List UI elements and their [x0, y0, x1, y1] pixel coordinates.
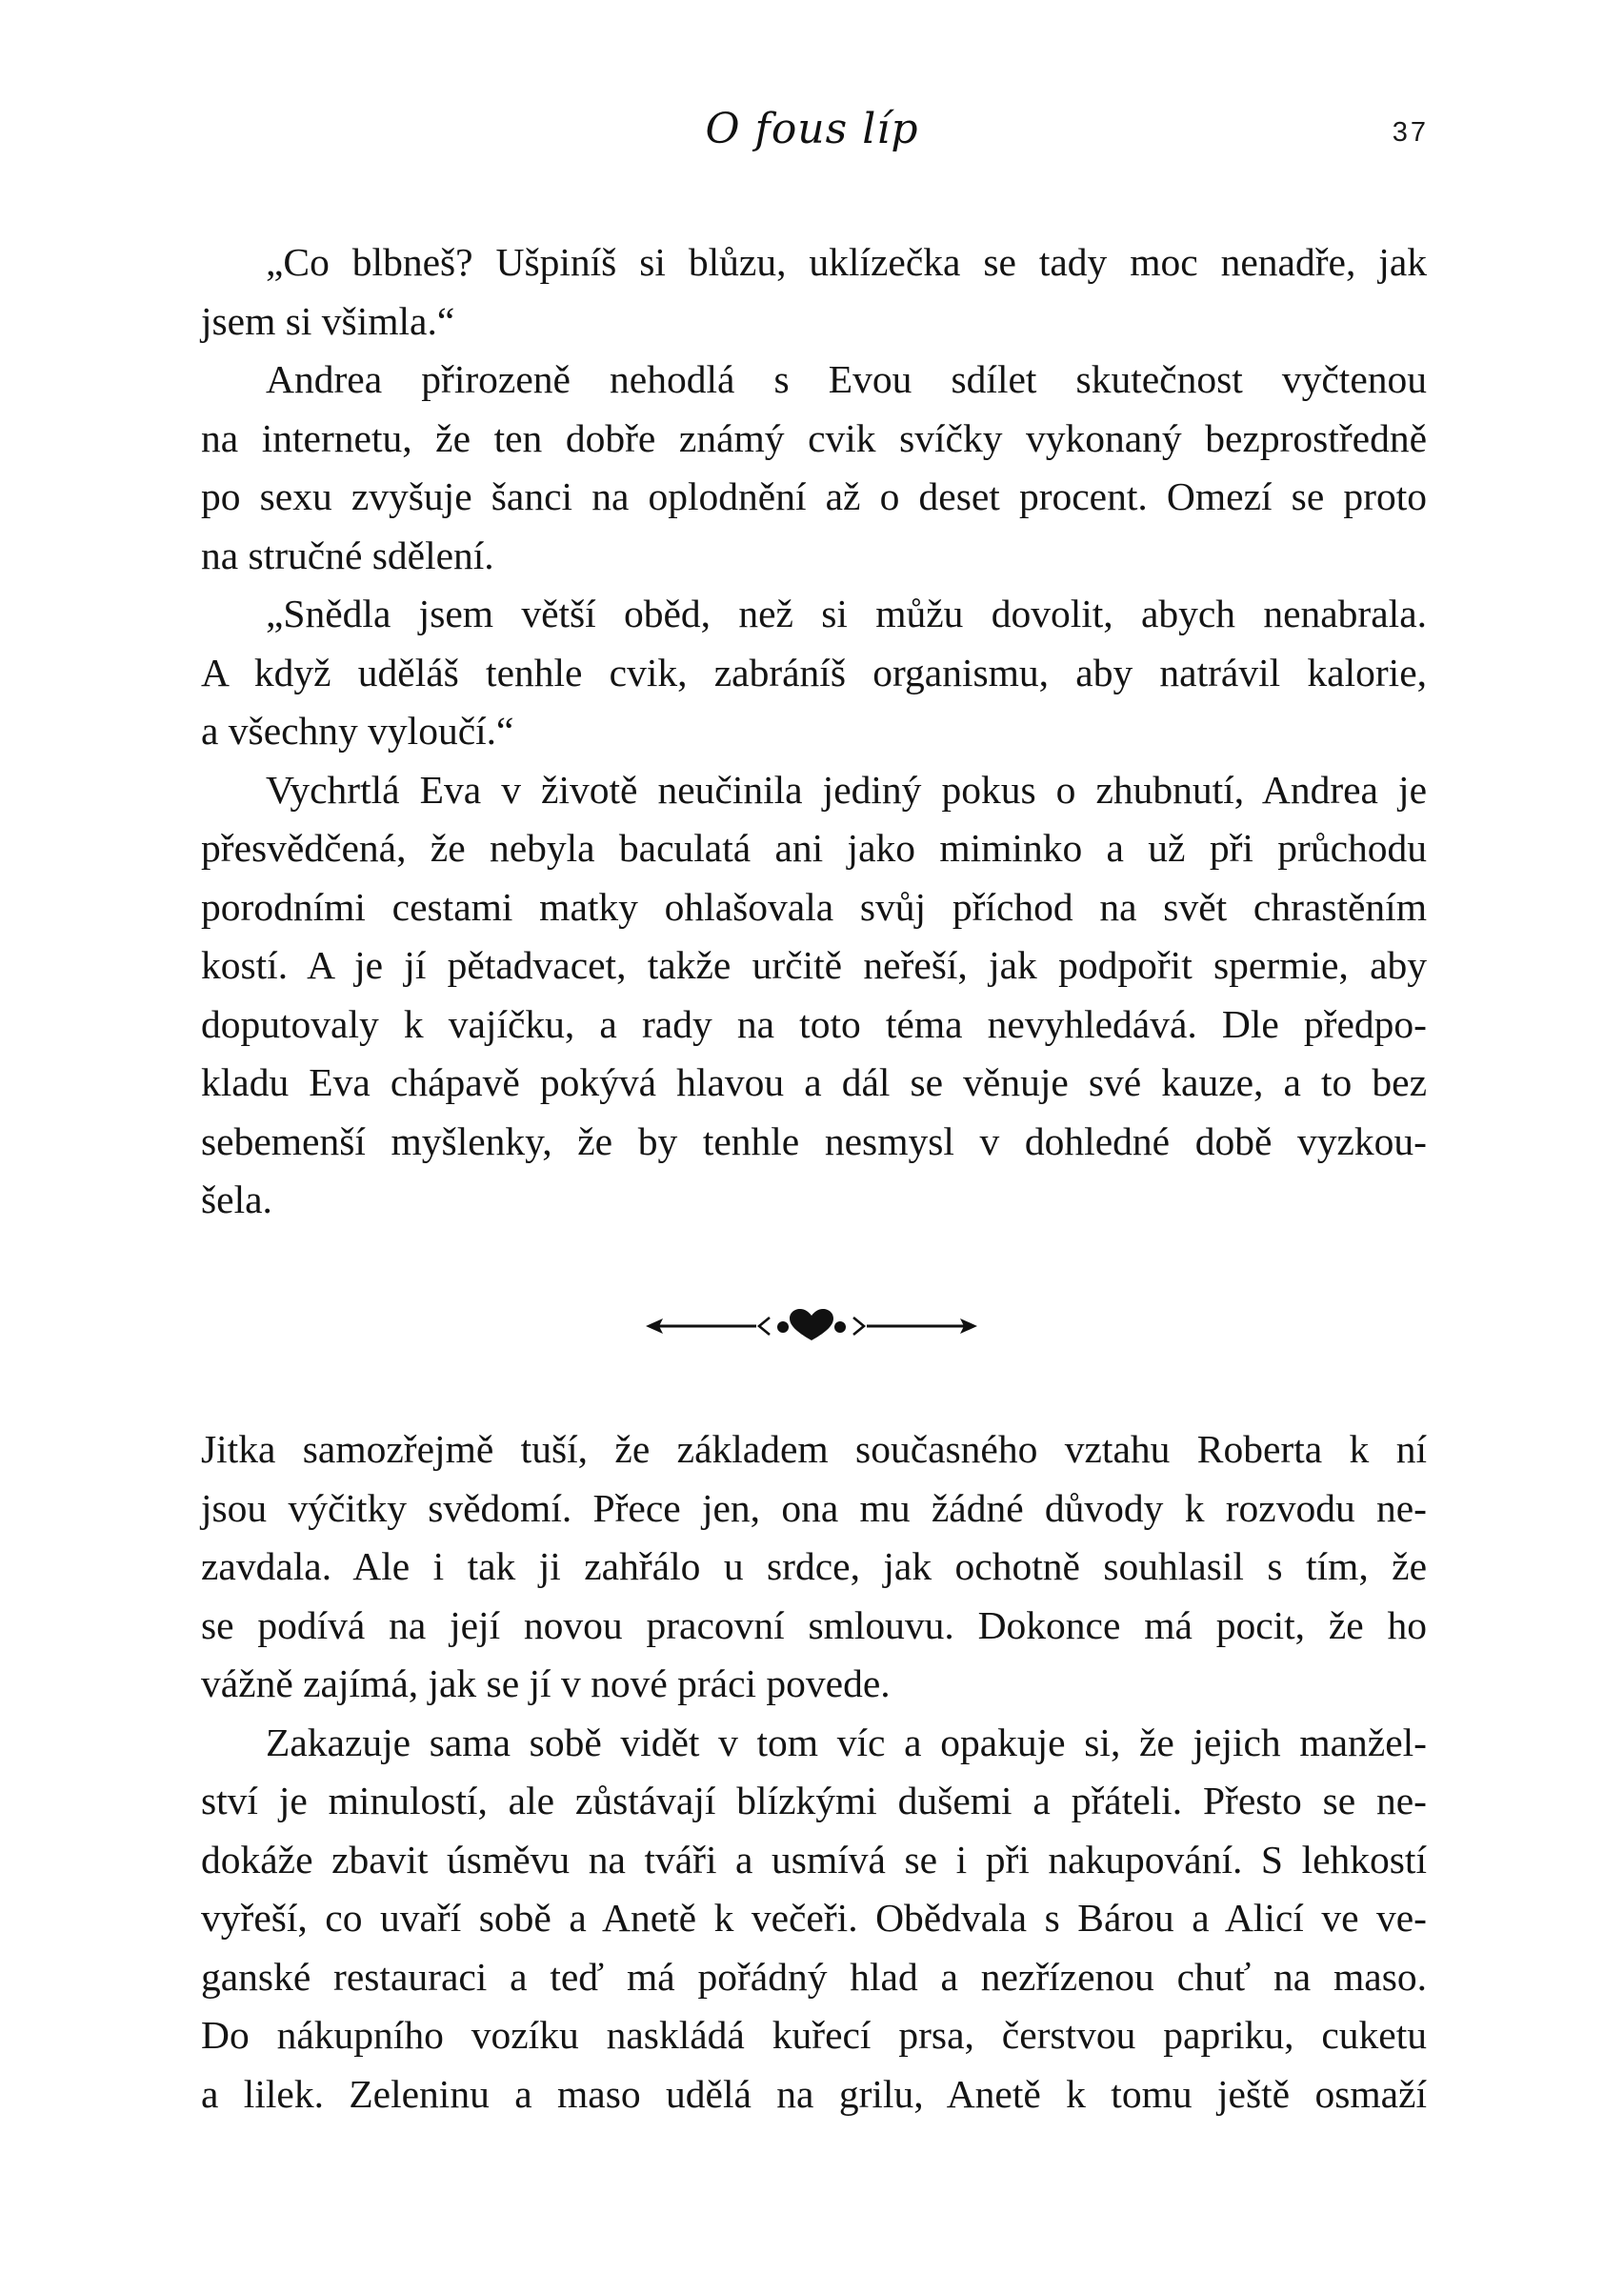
text-line: kladu Eva chápavě pokývá hlavou a dál se věnuje své kauze, a to bez: [201, 1060, 1427, 1104]
page-number: 37: [1392, 117, 1429, 148]
text-line: se podívá na její novou pracovní smlouvu. Dokonce má pocit, že ho: [201, 1602, 1427, 1647]
text-line: šela.: [201, 1177, 272, 1221]
heart-arrow-divider-icon: [644, 1305, 979, 1347]
text-line: Andrea přirozeně nehodlá s Evou sdílet skutečnost vyčtenou: [266, 357, 1427, 401]
text-line: ství je minulostí, ale zůstávají blízkými dušemi a přáteli. Přesto se ne-: [201, 1779, 1427, 1822]
text-line: přesvědčená, že nebyla baculatá ani jako miminko a už při průchodu: [201, 826, 1427, 870]
text-line: A když uděláš tenhle cvik, zabráníš organismu, aby natrávil kalorie,: [201, 650, 1427, 694]
text-line: dokáže zbavit úsměvu na tváři a usmívá se i při nakupování. S lehkostí: [201, 1837, 1427, 1881]
text-line: Do nákupního vozíku naskládá kuřecí prsa, čerstvou papriku, cuketu: [201, 2013, 1427, 2057]
text-line: vyřeší, co uvaří sobě a Anetě k večeři. Obědvala s Bárou a Alicí ve ve-: [201, 1896, 1427, 1940]
text-line: na stručné sdělení.: [201, 533, 494, 577]
text-line: vážně zajímá, jak se jí v nové práci povede.: [201, 1661, 891, 1705]
text-line: na internetu, že ten dobře známý cvik svíčky vykonaný bezprostředně: [201, 415, 1427, 460]
text-line: Jitka samozřejmě tuší, že základem současného vztahu Roberta k ní: [201, 1427, 1427, 1471]
text-line: jsem si všimla.“: [201, 298, 455, 343]
text-line: a všechny vyloučí.“: [201, 709, 514, 753]
text-line: ganské restauraci a teď má pořádný hlad a nezřízenou chuť na maso.: [201, 1954, 1427, 1999]
text-line: „Co blbneš? Ušpiníš si blůzu, uklízečka se tady moc nenadře, jak: [266, 240, 1427, 284]
text-line: „Snědla jsem větší oběd, než si můžu dovolit, abych nenabrala.: [266, 592, 1427, 635]
text-line: po sexu zvyšuje šanci na oplodnění až o deset procent. Omezí se proto: [201, 474, 1427, 518]
text-line: Zakazuje sama sobě vidět v tom víc a opakuje si, že jejich manžel-: [266, 1720, 1427, 1764]
text-line: Vychrtlá Eva v životě neučinila jediný pokus o zhubnutí, Andrea je: [266, 767, 1427, 812]
text-line: a lilek. Zeleninu a maso udělá na grilu, Anetě k tomu ještě osmaží: [201, 2071, 1427, 2116]
section-2-text: [201, 1420, 1427, 2123]
section-1-text: [201, 233, 1427, 1230]
text-line: doputovaly k vajíčku, a rady na toto téma nevyhledává. Dle předpo-: [201, 1001, 1427, 1046]
text-line: sebemenší myšlenky, že by tenhle nesmysl v dohledné době vyzkou-: [201, 1118, 1427, 1163]
text-line: kostí. A je jí pětadvacet, takže určitě neřeší, jak podpořit spermie, aby: [201, 943, 1427, 987]
text-line: porodními cestami matky ohlašovala svůj příchod na svět chrastěním: [201, 884, 1427, 929]
text-line: zavdala. Ale i tak ji zahřálo u srdce, jak ochotně souhlasil s tím, že: [201, 1544, 1427, 1588]
running-title: O fous líp: [705, 105, 919, 153]
text-line: jsou výčitky svědomí. Přece jen, ona mu žádné důvody k rozvodu ne-: [201, 1485, 1427, 1530]
